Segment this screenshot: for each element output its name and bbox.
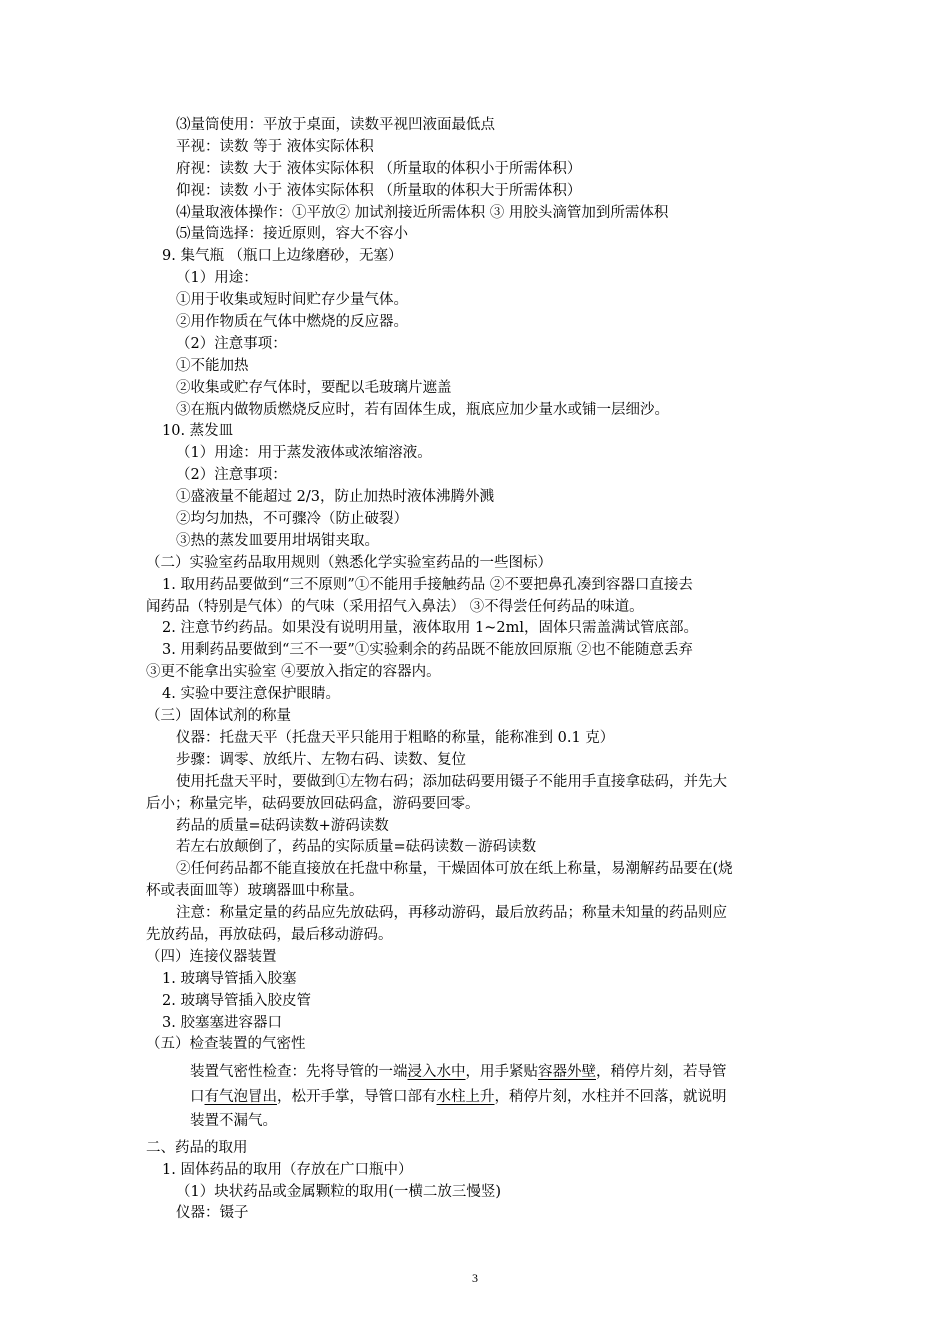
text-line: 先放药品，再放砝码，最后移动游码。 (146, 926, 393, 943)
underlined-phrase: 有气泡冒出 (204, 1088, 277, 1105)
underlined-phrase: 浸入水中 (407, 1064, 466, 1081)
text-line: （1）用途：用于蒸发液体或浓缩溶液。 (176, 445, 432, 462)
text-line: （二）实验室药品取用规则（熟悉化学实验室药品的一些图标） (146, 554, 552, 571)
text-line: （1）用途： (176, 270, 258, 287)
text-line: 3. 胶塞塞进容器口 (162, 1014, 282, 1031)
text-line: 使用托盘天平时，要做到①左物右码；添加砝码要用镊子不能用手直接拿砝码，并先大 (176, 773, 727, 790)
text-line: （四）连接仪器装置 (146, 948, 277, 965)
text-line: （1）块状药品或金属颗粒的取用(一横二放三慢竖) (176, 1183, 502, 1200)
text-line: （2）注意事项： (176, 467, 287, 484)
text-line: 若左右放颠倒了，药品的实际质量=砝码读数－游码读数 (176, 839, 537, 856)
paragraph-text: ，稍停片刻，若导管 (596, 1064, 727, 1081)
text-line: ⑸量筒选择：接近原则，容大不容小 (176, 226, 408, 243)
text-line: 杯或表面皿等）玻璃器皿中称量。 (146, 883, 364, 900)
airtight-paragraph-line (0, 1085, 950, 1110)
text-line: 府视：读数 大于 液体实际体积 （所量取的体积小于所需体积） (176, 160, 582, 177)
text-line: ②用作物质在气体中燃烧的反应器。 (176, 314, 408, 331)
text-line: ③热的蒸发皿要用坩埚钳夹取。 (176, 532, 379, 549)
text-line: ③更不能拿出实验室 ④要放入指定的容器内。 (146, 664, 441, 681)
text-line: ②均匀加热，不可骤冷（防止破裂） (176, 511, 408, 528)
text-line: 2. 注意节约药品。如果没有说明用量，液体取用 1~2ml，固体只需盖满试管底部。 (162, 620, 699, 637)
text-line: 平视：读数 等于 液体实际体积 (176, 138, 374, 155)
underlined-phrase: 水柱上升 (436, 1088, 495, 1105)
text-line: 2. 玻璃导管插入胶皮管 (162, 992, 311, 1009)
airtight-paragraph-line (0, 1060, 950, 1085)
text-line: 二、药品的取用 (146, 1139, 248, 1156)
text-line: 3. 用剩药品要做到“三不一要”①实验剩余的药品既不能放回原瓶 ②也不能随意丢弃 (162, 642, 693, 659)
paragraph-text: ，松开手掌，导管口部有 (277, 1088, 437, 1105)
text-line: 仰视：读数 小于 液体实际体积 （所量取的体积大于所需体积） (176, 182, 582, 199)
page-number: 3 (472, 1271, 478, 1285)
text-line: 1. 取用药品要做到“三不原则”①不能用手接触药品 ②不要把鼻孔凑到容器口直接去 (162, 576, 693, 593)
paragraph-text: 口 (190, 1088, 205, 1105)
text-line: 注意：称量定量的药品应先放砝码，再移动游码，最后放药品；称量未知量的药品则应 (176, 905, 727, 922)
airtight-paragraph-line (0, 1109, 950, 1134)
text-line: （五）检查装置的气密性 (146, 1036, 306, 1053)
text-line: 步骤：调零、放纸片、左物右码、读数、复位 (176, 751, 466, 768)
paragraph-text: ，用手紧贴 (465, 1064, 538, 1081)
paragraph-text: 装置不漏气。 (190, 1113, 277, 1130)
paragraph-text: 装置气密性检查：先将导管的一端 (190, 1064, 408, 1081)
text-line: 1. 固体药品的取用（存放在广口瓶中） (162, 1161, 413, 1178)
text-line: 仪器：镊子 (176, 1205, 249, 1222)
text-line: 4. 实验中要注意保护眼睛。 (162, 686, 340, 703)
text-line: 仪器：托盘天平（托盘天平只能用于粗略的称量，能称准到 0.1 克） (176, 729, 615, 746)
underlined-phrase: 容器外壁 (538, 1064, 596, 1081)
text-line: 9. 集气瓶 （瓶口上边缘磨砂，无塞） (162, 248, 403, 265)
document-body (0, 115, 950, 1225)
text-line: ②收集或贮存气体时，要配以毛玻璃片遮盖 (176, 379, 452, 396)
text-line: （2）注意事项： (176, 335, 287, 352)
text-line: ⑷量取液体操作：①平放② 加试剂接近所需体积 ③ 用胶头滴管加到所需体积 (176, 204, 669, 221)
text-line: 后小；称量完毕，砝码要放回砝码盒，游码要回零。 (146, 795, 480, 812)
paragraph-text: ，稍停片刻，水柱并不回落，就说明 (494, 1088, 727, 1105)
text-line: ①盛液量不能超过 2/3，防止加热时液体沸腾外溅 (176, 489, 494, 506)
text-line: 10. 蒸发皿 (162, 423, 234, 440)
text-line: 闻药品（特别是气体）的气味（采用招气入鼻法） ③不得尝任何药品的味道。 (146, 598, 644, 615)
text-line: ①不能加热 (176, 357, 249, 374)
text-line: 药品的质量=砝码读数+游码读数 (176, 817, 389, 834)
text-line: ③在瓶内做物质燃烧反应时，若有固体生成，瓶底应加少量水或铺一层细沙。 (176, 401, 669, 418)
text-line: ①用于收集或短时间贮存少量气体。 (176, 292, 408, 309)
text-line: ②任何药品都不能直接放在托盘中称量，干燥固体可放在纸上称量，易潮解药品要在(烧 (176, 861, 733, 878)
text-line: （三）固体试剂的称量 (146, 708, 291, 725)
text-line: 1. 玻璃导管插入胶塞 (162, 970, 297, 987)
text-line: ⑶量筒使用：平放于桌面，读数平视凹液面最低点 (176, 117, 495, 133)
